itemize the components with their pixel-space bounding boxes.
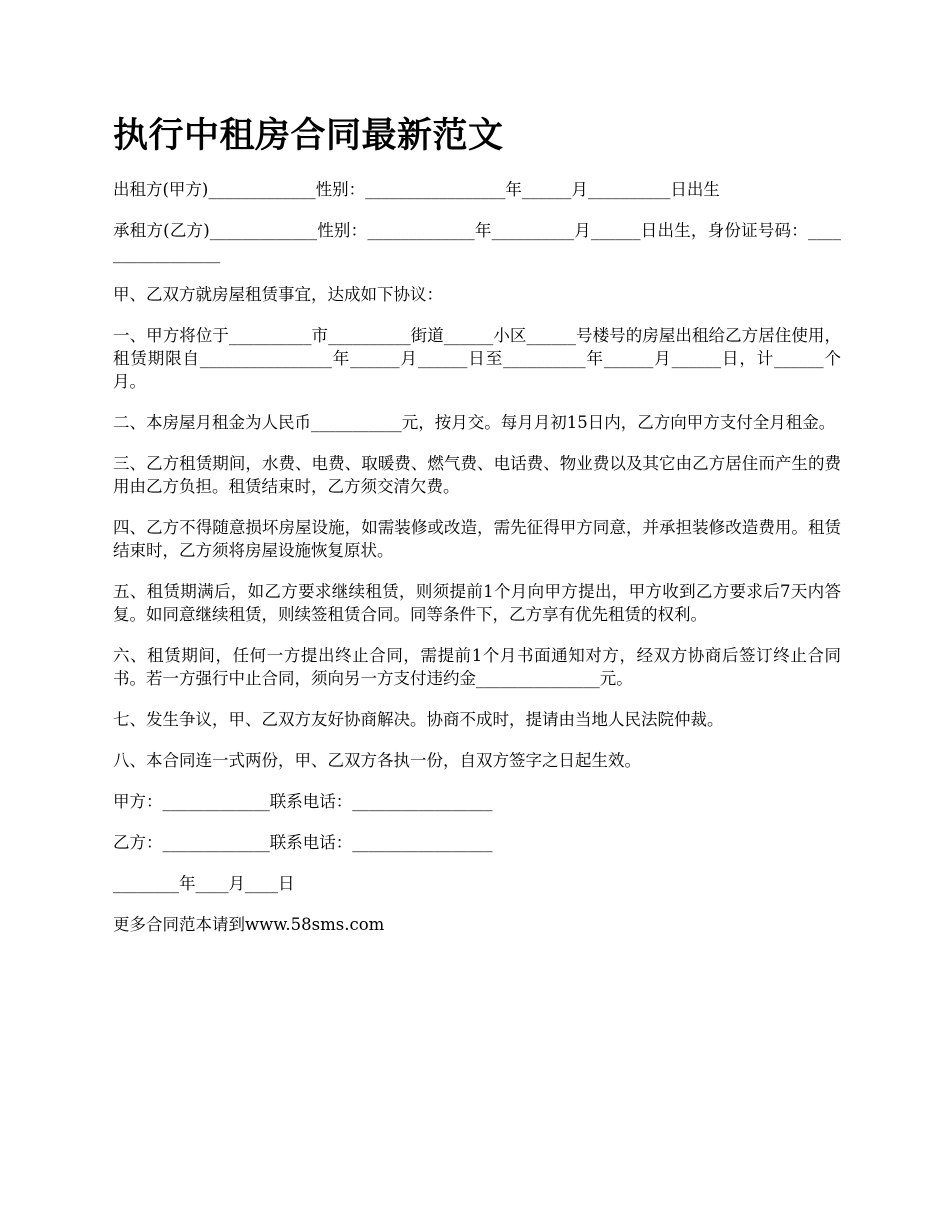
clause-3: 三、乙方租赁期间，水费、电费、取暖费、燃气费、电话费、物业费以及其它由乙方居住而产生的费用由乙方负担。租赁结束时，乙方须交清欠费。 [113, 454, 841, 496]
clause-4: 四、乙方不得随意损坏房屋设施，如需装修或改造，需先征得甲方同意，并承担装修改造费用。租赁结束时，乙方须将房屋设施恢复原状。 [113, 518, 841, 560]
clause-7: 七、发生争议，甲、乙双方友好协商解决。协商不成时，提请由当地人民法院仲裁。 [113, 710, 724, 729]
agreement-intro: 甲、乙双方就房屋租赁事宜，达成如下协议： [113, 285, 443, 304]
document-title: 执行中租房合同最新范文 [113, 116, 504, 156]
lessor-info: 出租方(甲方)_____________性别：_________________年______月__________日出生 [113, 180, 720, 199]
document-page [113, 110, 841, 954]
clause-1: 一、甲方将位于__________市__________街道______小区______号楼号的房屋出租给乙方居住使用，租赁期限自________________年______月______日至__________年______月______日，计______个月。 [113, 326, 841, 391]
clause-6: 六、租赁期间，任何一方提出终止合同，需提前1个月书面通知对方，经双方协商后签订终止合同书。若一方强行中止合同，须向另一方支付违约金_______________元。 [113, 646, 841, 688]
lessee-info: 承租方(乙方)_____________性别：_____________年__________月______日出生，身份证号码：_________________ [113, 221, 841, 263]
clause-8: 八、本合同连一式两份，甲、乙双方各执一份，自双方签字之日起生效。 [113, 751, 641, 770]
footer-note: 更多合同范本请到www.58sms.com [113, 915, 385, 934]
party-a-signature-line: 甲方：_____________联系电话：_________________ [113, 792, 493, 811]
clause-5: 五、租赁期满后，如乙方要求继续租赁，则须提前1个月向甲方提出，甲方收到乙方要求后7天内答复。如同意继续租赁，则续签租赁合同。同等条件下，乙方享有优先租赁的权利。 [113, 582, 841, 624]
date-line: ________年____月____日 [113, 874, 295, 893]
clause-2: 二、本房屋月租金为人民币___________元，按月交。每月月初15日内，乙方向甲方支付全月租金。 [113, 413, 836, 432]
party-b-signature-line: 乙方：_____________联系电话：_________________ [113, 833, 493, 852]
